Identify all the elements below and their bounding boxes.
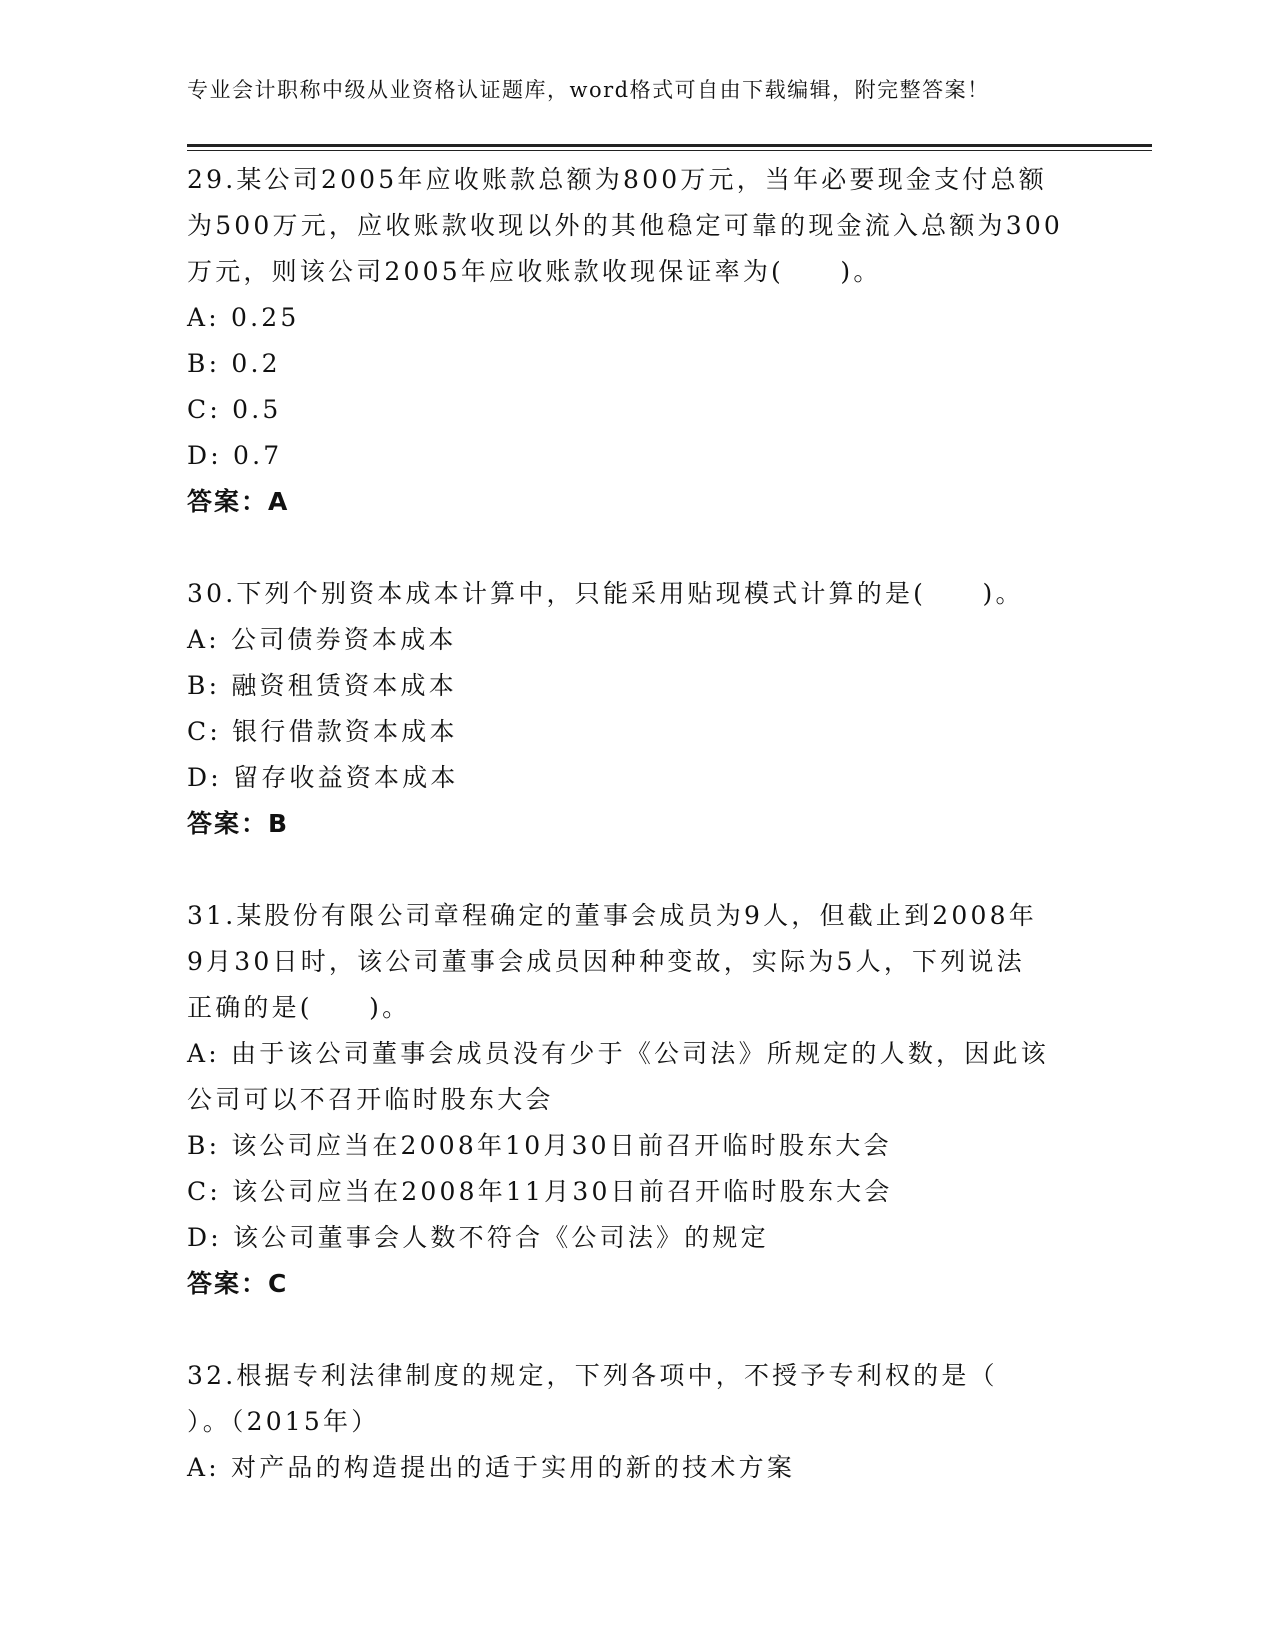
- question-29: [187, 157, 1087, 525]
- question-stem-line: 32.根据专利法律制度的规定，下列各项中，不授予专利权的是（: [187, 1361, 998, 1390]
- option-d: D: 该公司董事会人数不符合《公司法》的规定: [187, 1223, 769, 1252]
- option-a-continued: 公司可以不召开临时股东大会: [187, 1085, 554, 1114]
- option-c: C: 0.5: [187, 395, 282, 424]
- option-b: B: 融资租赁资本成本: [187, 671, 457, 700]
- option-a: A: 0.25: [187, 303, 300, 332]
- option-b: B: 该公司应当在2008年10月30日前召开临时股东大会: [187, 1131, 892, 1160]
- question-30: [187, 571, 1087, 847]
- question-stem-line: 为500万元，应收账款收现以外的其他稳定可靠的现金流入总额为300: [187, 211, 1064, 240]
- question-spacer: [187, 1307, 1087, 1353]
- answer: 答案：C: [187, 1269, 289, 1298]
- option-a: A: 公司债券资本成本: [187, 625, 457, 654]
- question-spacer: [187, 525, 1087, 571]
- question-stem-line: 29.某公司2005年应收账款总额为800万元，当年必要现金支付总额: [187, 165, 1047, 194]
- option-d: D: 0.7: [187, 441, 283, 470]
- question-stem-line: 9月30日时，该公司董事会成员因种种变故，实际为5人，下列说法: [187, 947, 1025, 976]
- question-32: [187, 1353, 1087, 1491]
- option-a: A: 对产品的构造提出的适于实用的新的技术方案: [187, 1453, 796, 1482]
- question-stem-line: 正确的是( )。: [187, 993, 411, 1022]
- question-stem-line: 30.下列个别资本成本计算中，只能采用贴现模式计算的是( )。: [187, 579, 1024, 608]
- question-stem-line: 31.某股份有限公司章程确定的董事会成员为9人，但截止到2008年: [187, 901, 1037, 930]
- option-c: C: 银行借款资本成本: [187, 717, 458, 746]
- question-31: [187, 893, 1087, 1307]
- answer: 答案：A: [187, 487, 290, 516]
- question-spacer: [187, 847, 1087, 893]
- option-c: C: 该公司应当在2008年11月30日前召开临时股东大会: [187, 1177, 893, 1206]
- option-b: B: 0.2: [187, 349, 281, 378]
- question-stem-line: 万元，则该公司2005年应收账款收现保证率为( )。: [187, 257, 882, 286]
- answer: 答案：B: [187, 809, 290, 838]
- option-a: A: 由于该公司董事会成员没有少于《公司法》所规定的人数，因此该: [187, 1039, 1049, 1068]
- question-stem-line: ）。（2015年）: [187, 1407, 380, 1436]
- header-rule: [187, 144, 1152, 147]
- page-header: 专业会计职称中级从业资格认证题库，word格式可自由下载编辑，附完整答案！: [187, 78, 990, 102]
- header-rule-thin: [187, 150, 1152, 151]
- question-list: [187, 157, 1087, 1491]
- option-d: D: 留存收益资本成本: [187, 763, 459, 792]
